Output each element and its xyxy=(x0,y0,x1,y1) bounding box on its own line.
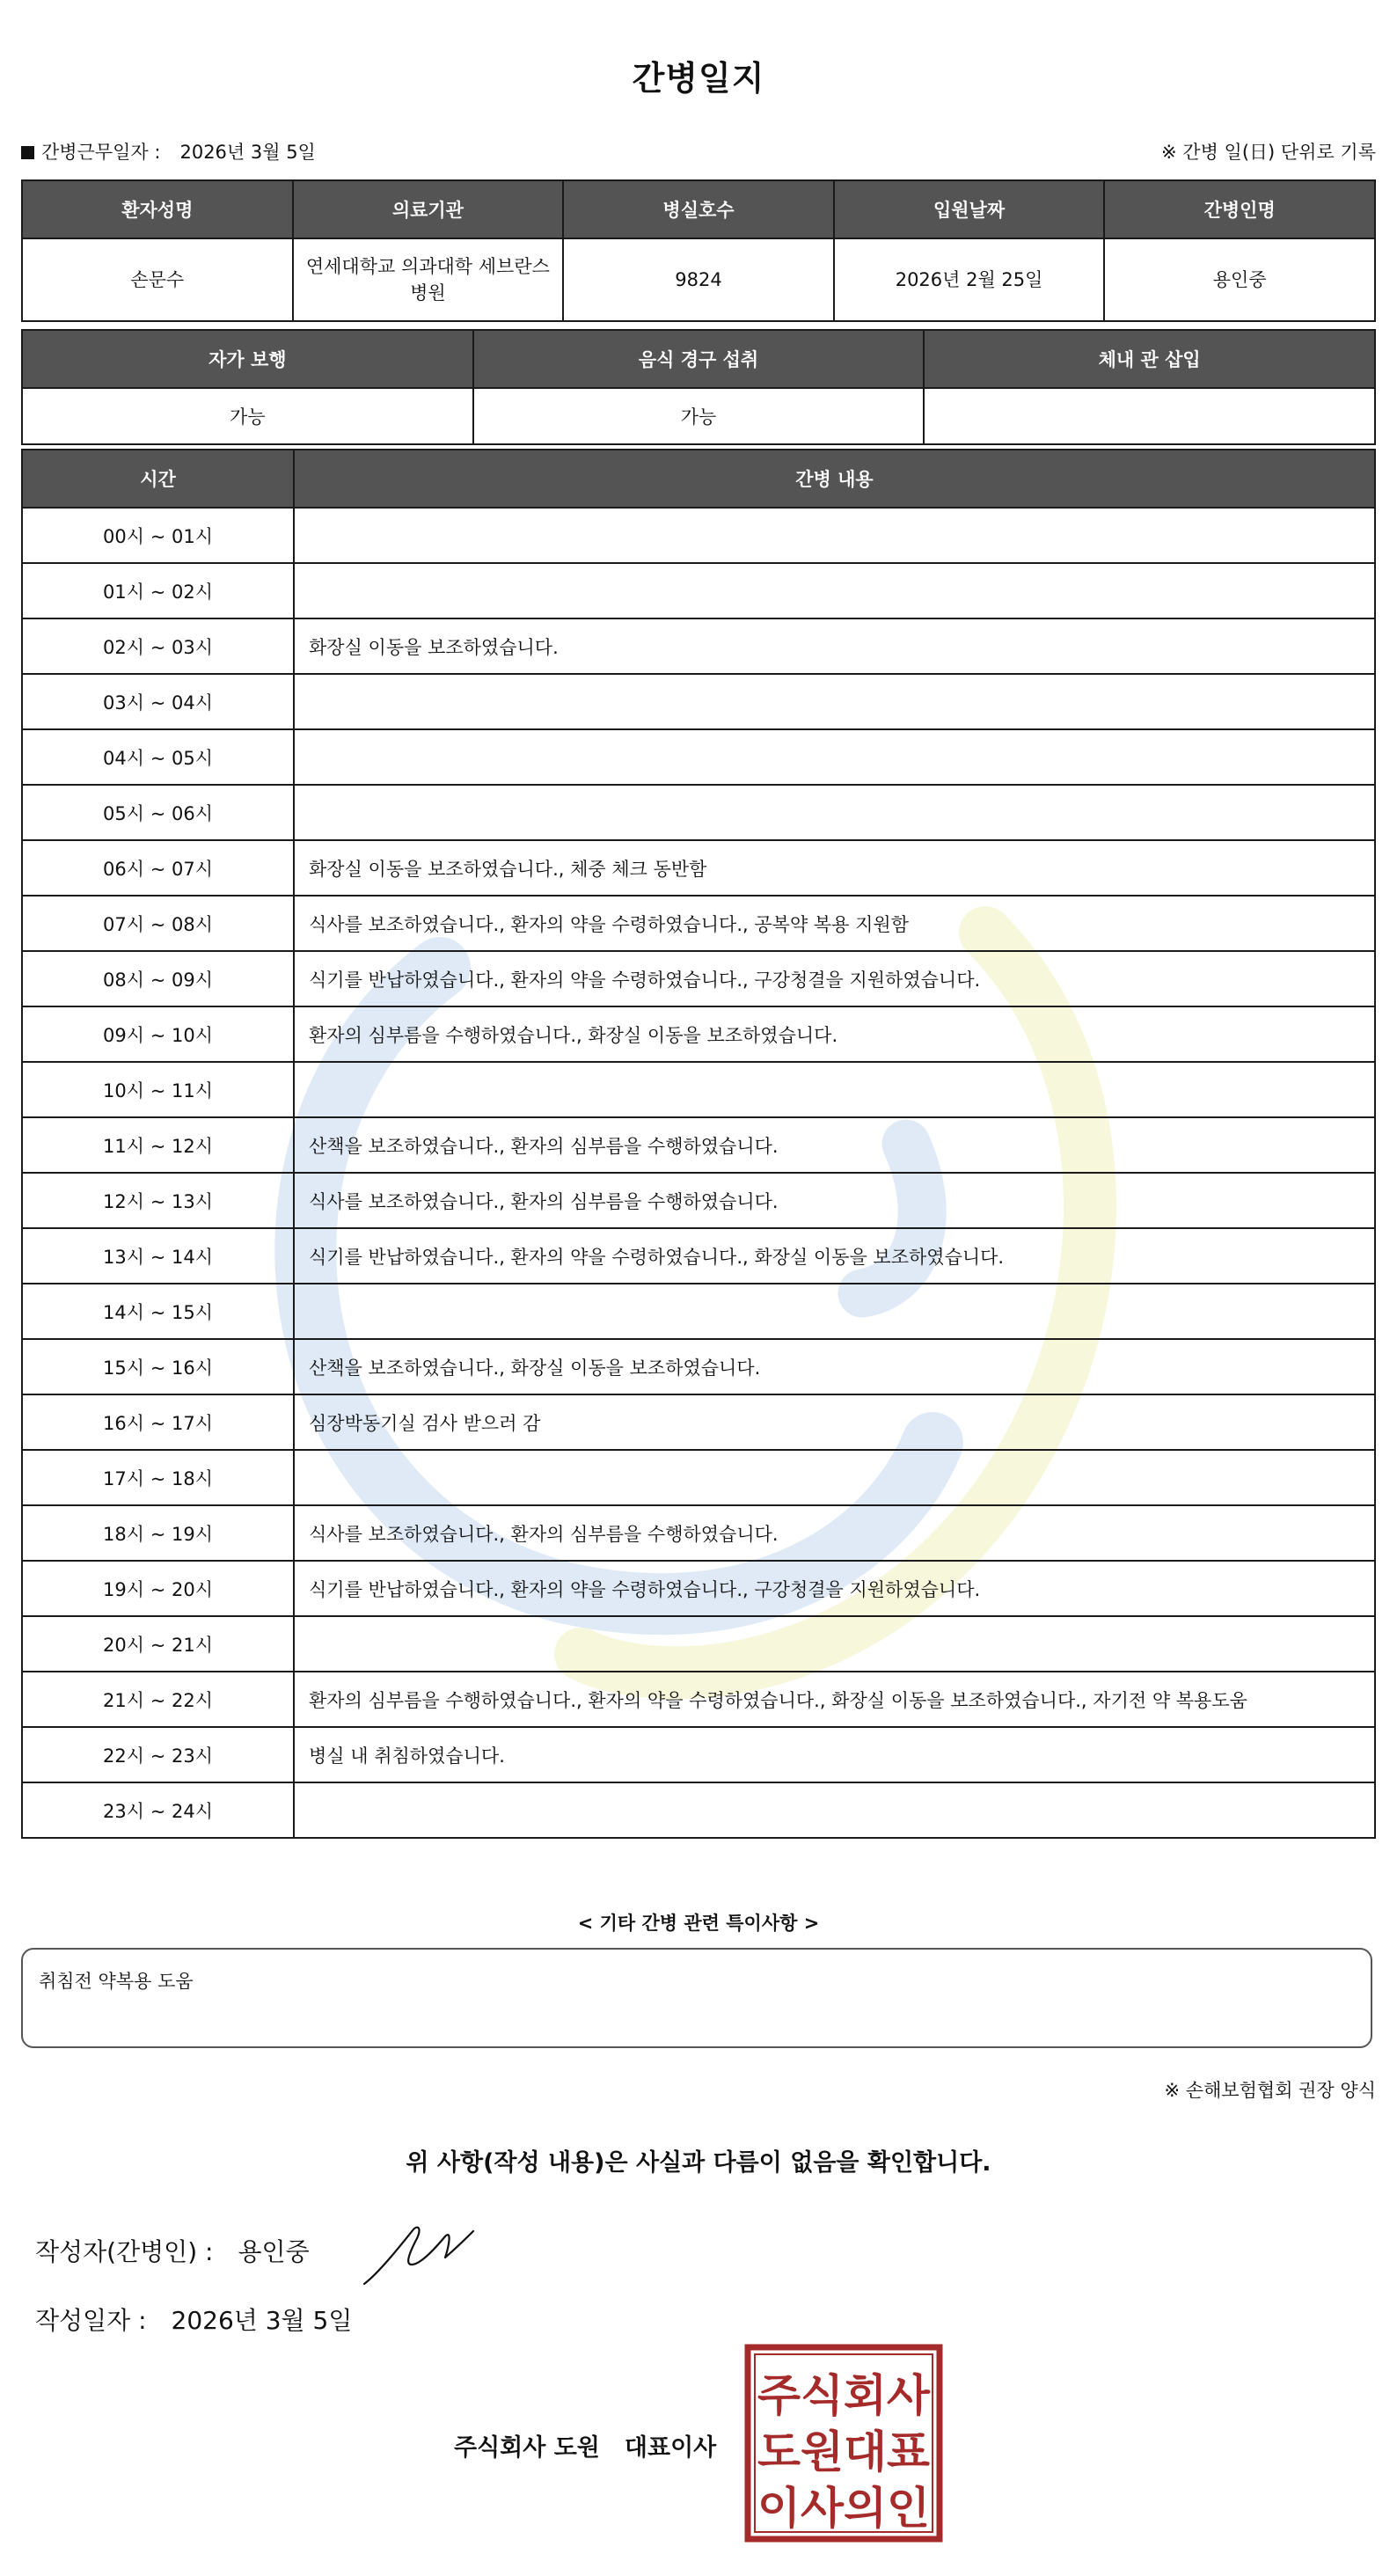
care-log-time: 10시 ~ 11시 xyxy=(22,1062,294,1117)
care-log-row xyxy=(22,840,1375,896)
header-oral-intake: 음식 경구 섭취 xyxy=(473,330,925,388)
document-title: 간병일지 xyxy=(632,59,765,98)
association-note: ※ 손해보험협회 권장 양식 xyxy=(1164,2080,1376,2101)
room-number: 9824 xyxy=(563,238,834,321)
care-log-time: 15시 ~ 16시 xyxy=(22,1339,294,1394)
care-log-row xyxy=(22,1284,1375,1339)
company-seal-stamp xyxy=(744,2344,943,2543)
care-log-content: 화장실 이동을 보조하였습니다. xyxy=(294,618,1375,674)
care-log-time: 22시 ~ 23시 xyxy=(22,1727,294,1782)
written-date-line xyxy=(35,2302,352,2337)
care-log-content xyxy=(294,1284,1375,1339)
care-log-time: 12시 ~ 13시 xyxy=(22,1173,294,1228)
care-log-content xyxy=(294,1616,1375,1672)
care-log-row xyxy=(22,1505,1375,1561)
header-caregiver-name: 간병인명 xyxy=(1104,180,1375,238)
care-log-time: 04시 ~ 05시 xyxy=(22,729,294,785)
header-patient-name: 환자성명 xyxy=(22,180,293,238)
care-log-table xyxy=(21,449,1376,1839)
care-log-content: 식기를 반납하였습니다., 환자의 약을 수령하였습니다., 화장실 이동을 보조하였습니다. xyxy=(294,1228,1375,1284)
signature-image xyxy=(361,2221,475,2291)
patient-name: 손문수 xyxy=(22,238,293,321)
care-log-content xyxy=(294,508,1375,563)
care-log-row xyxy=(22,785,1375,840)
care-log-content xyxy=(294,729,1375,785)
care-log-time: 21시 ~ 22시 xyxy=(22,1672,294,1727)
care-log-content: 식사를 보조하였습니다., 환자의 약을 수령하였습니다., 공복약 복용 지원함 xyxy=(294,896,1375,951)
care-log-row xyxy=(22,674,1375,729)
care-log-row xyxy=(22,618,1375,674)
care-log-row xyxy=(22,1117,1375,1173)
care-log-time: 19시 ~ 20시 xyxy=(22,1561,294,1616)
care-log-row xyxy=(22,1062,1375,1117)
header-hospital: 의료기관 xyxy=(293,180,564,238)
admission-date: 2026년 2월 25일 xyxy=(834,238,1105,321)
care-log-time: 20시 ~ 21시 xyxy=(22,1616,294,1672)
care-log-content: 화장실 이동을 보조하였습니다., 체중 체크 동반함 xyxy=(294,840,1375,896)
work-date-label: 간병근무일자 : xyxy=(41,142,161,163)
work-date-line xyxy=(21,138,316,165)
care-log-row xyxy=(22,1339,1375,1394)
record-note: ※ 간병 일(日) 단위로 기록 xyxy=(1161,142,1376,163)
care-log-content: 식기를 반납하였습니다., 환자의 약을 수령하였습니다., 구강청결을 지원하였습니다. xyxy=(294,1561,1375,1616)
care-log-content xyxy=(294,563,1375,618)
care-log-content xyxy=(294,785,1375,840)
square-bullet-icon xyxy=(21,146,34,159)
care-log-content: 심장박동기실 검사 받으러 감 xyxy=(294,1394,1375,1450)
caregiver-name: 용인중 xyxy=(1104,238,1375,321)
writer-name: 용인중 xyxy=(238,2237,310,2266)
care-log-time: 06시 ~ 07시 xyxy=(22,840,294,896)
care-log-time: 14시 ~ 15시 xyxy=(22,1284,294,1339)
writer-label: 작성자(간병인) : xyxy=(35,2237,214,2266)
care-log-content: 식사를 보조하였습니다., 환자의 심부름을 수행하였습니다. xyxy=(294,1505,1375,1561)
confirmation-statement: 위 사항(작성 내용)은 사실과 다름이 없음을 확인합니다. xyxy=(406,2149,991,2177)
care-log-row xyxy=(22,1450,1375,1505)
patient-status-table xyxy=(21,329,1376,445)
header-tube-insertion: 체내 관 삽입 xyxy=(924,330,1375,388)
care-log-time: 16시 ~ 17시 xyxy=(22,1394,294,1450)
care-log-time: 00시 ~ 01시 xyxy=(22,508,294,563)
oral-intake-value: 가능 xyxy=(473,388,925,444)
care-log-content: 병실 내 취침하였습니다. xyxy=(294,1727,1375,1782)
care-log-content: 환자의 심부름을 수행하였습니다., 화장실 이동을 보조하였습니다. xyxy=(294,1006,1375,1062)
work-date-value: 2026년 3월 5일 xyxy=(179,142,316,163)
seal-text-line: 도원대표 xyxy=(757,2426,931,2477)
care-log-row xyxy=(22,896,1375,951)
tube-insertion-value xyxy=(924,388,1375,444)
care-log-content: 환자의 심부름을 수행하였습니다., 환자의 약을 수령하였습니다., 화장실 이동을 보조하였습니다., 자기전 약 복용도움 xyxy=(294,1672,1375,1727)
self-walking-value: 가능 xyxy=(22,388,473,444)
care-log-row xyxy=(22,1672,1375,1727)
care-log-row xyxy=(22,1006,1375,1062)
header-room-number: 병실호수 xyxy=(563,180,834,238)
care-log-row xyxy=(22,1173,1375,1228)
care-log-content: 식기를 반납하였습니다., 환자의 약을 수령하였습니다., 구강청결을 지원하였습니다. xyxy=(294,951,1375,1006)
written-date-label: 작성일자 : xyxy=(35,2306,147,2335)
care-log-row xyxy=(22,1616,1375,1672)
care-log-time: 01시 ~ 02시 xyxy=(22,563,294,618)
company-line xyxy=(454,2428,716,2463)
care-log-time: 23시 ~ 24시 xyxy=(22,1782,294,1838)
care-log-content: 식사를 보조하였습니다., 환자의 심부름을 수행하였습니다. xyxy=(294,1173,1375,1228)
care-log-time: 17시 ~ 18시 xyxy=(22,1450,294,1505)
care-log-content: 산책을 보조하였습니다., 환자의 심부름을 수행하였습니다. xyxy=(294,1117,1375,1173)
notes-heading: < 기타 간병 관련 특이사항 > xyxy=(577,1913,820,1934)
care-log-time: 13시 ~ 14시 xyxy=(22,1228,294,1284)
notes-text: 취침전 약복용 도움 xyxy=(39,1971,194,1992)
care-log-content xyxy=(294,1062,1375,1117)
care-log-time: 07시 ~ 08시 xyxy=(22,896,294,951)
care-log-row xyxy=(22,508,1375,563)
care-log-row xyxy=(22,1561,1375,1616)
seal-text-line: 주식회사 xyxy=(757,2370,931,2421)
care-log-row xyxy=(22,1727,1375,1782)
care-log-row xyxy=(22,563,1375,618)
care-log-row xyxy=(22,1782,1375,1838)
header-time: 시간 xyxy=(22,450,294,508)
header-self-walking: 자가 보행 xyxy=(22,330,473,388)
care-log-time: 11시 ~ 12시 xyxy=(22,1117,294,1173)
care-log-time: 03시 ~ 04시 xyxy=(22,674,294,729)
company-name: 주식회사 도원 xyxy=(454,2434,600,2462)
care-log-time: 08시 ~ 09시 xyxy=(22,951,294,1006)
care-log-content xyxy=(294,674,1375,729)
hospital-name: 연세대학교 의과대학 세브란스병원 xyxy=(293,238,564,321)
care-log-time: 02시 ~ 03시 xyxy=(22,618,294,674)
care-log-content xyxy=(294,1782,1375,1838)
written-date-value: 2026년 3월 5일 xyxy=(171,2306,353,2335)
care-log-time: 18시 ~ 19시 xyxy=(22,1505,294,1561)
notes-box xyxy=(21,1948,1372,2048)
care-log-content: 산책을 보조하였습니다., 화장실 이동을 보조하였습니다. xyxy=(294,1339,1375,1394)
writer-line xyxy=(35,2233,310,2268)
care-log-row xyxy=(22,729,1375,785)
care-log-time: 05시 ~ 06시 xyxy=(22,785,294,840)
representative-title: 대표이사 xyxy=(624,2434,717,2462)
care-log-row xyxy=(22,1228,1375,1284)
care-log-row xyxy=(22,951,1375,1006)
header-care-content: 간병 내용 xyxy=(294,450,1375,508)
patient-info-table xyxy=(21,179,1376,322)
header-admission-date: 입원날짜 xyxy=(834,180,1105,238)
care-log-time: 09시 ~ 10시 xyxy=(22,1006,294,1062)
seal-text-line: 이사의인 xyxy=(757,2483,930,2534)
care-log-content xyxy=(294,1450,1375,1505)
care-log-row xyxy=(22,1394,1375,1450)
